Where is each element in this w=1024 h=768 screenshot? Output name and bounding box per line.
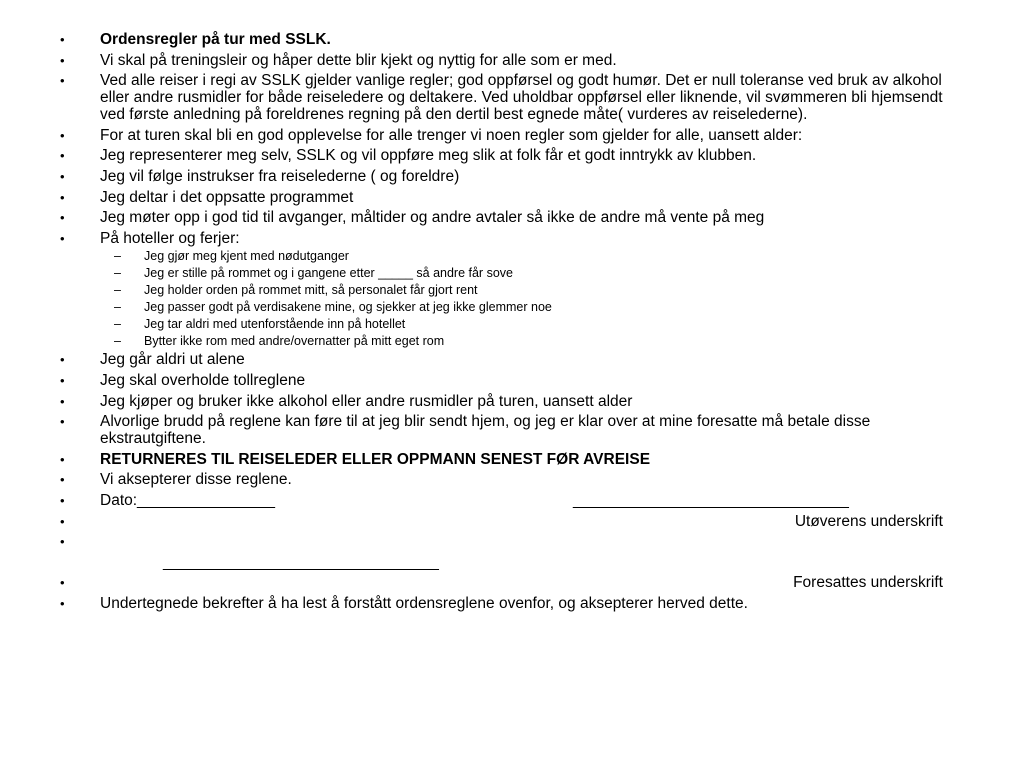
sublist-item-text: Jeg gjør meg kjent med nødutganger (144, 249, 349, 264)
sublist-item (0, 317, 1024, 331)
date-field[interactable]: Dato:________________ (100, 491, 275, 509)
date-signature-row (0, 492, 1024, 509)
bullet: • (60, 230, 65, 246)
list-item-text: Alvorlige brudd på reglene kan føre til at jeg blir sendt hjem, og jeg er klar over at mine foresatte må betale disse ekstrautgiftene. (100, 413, 871, 448)
dash: – (114, 300, 121, 315)
list-item-text: Jeg vil følge instrukser fra reiselederne ( og foreldre) (100, 167, 460, 185)
list-item (0, 413, 1024, 447)
parent-signature-label-row (0, 574, 1024, 591)
bullet: • (60, 32, 65, 47)
bullet: • (60, 189, 65, 205)
dash: – (114, 317, 121, 332)
list-item (0, 393, 1024, 410)
athlete-signature-line[interactable]: ________________________________ (573, 491, 849, 509)
sublist-item (0, 266, 1024, 280)
bullet: • (60, 595, 65, 611)
list-item (0, 209, 1024, 226)
list-item (0, 471, 1024, 488)
sublist-item (0, 300, 1024, 314)
list-item-text: Jeg representerer meg selv, SSLK og vil oppføre meg slik at folk får et godt inntrykk av klubben. (100, 147, 757, 165)
dash: – (114, 249, 121, 264)
dash: – (114, 334, 121, 349)
bullet: • (60, 127, 65, 143)
bullet: • (60, 575, 65, 591)
list-item-text: Jeg kjøper og bruker ikke alkohol eller andre rusmidler på turen, uansett alder (100, 392, 633, 410)
athlete-signature-label-row (0, 513, 1024, 530)
bullet: • (60, 372, 65, 388)
list-item-text: For at turen skal bli en god opplevelse for alle trenger vi noen regler som gjelder for alle, uansett alder: (100, 126, 803, 144)
list-item (0, 189, 1024, 206)
list-item-text: Jeg skal overholde tollreglene (100, 371, 306, 389)
list-item-text: Jeg deltar i det oppsatte programmet (100, 188, 354, 206)
dash: – (114, 283, 121, 298)
parent-signature-label: Foresattes underskrift (793, 574, 943, 592)
empty-list-item (0, 533, 1024, 550)
list-item-text: Ved alle reiser i regi av SSLK gjelder vanlige regler; god oppførsel og godt humør. Det er null toleranse ved bruk av alkohol eller andre rusmidler for både reiseledere og deltakere. Ved uholdbar oppførsel eller liknende, vil svømmeren bli hjemsendt ved første anledning på foreldrenes regning på den dertil best egnede måte( vurderes av reiselederne). (100, 72, 943, 124)
document-title: Ordensregler på tur med SSLK. (100, 31, 331, 48)
list-item-confirmation (0, 595, 1024, 612)
list-item (0, 372, 1024, 389)
list-item-text: Vi skal på treningsleir og håper dette blir kjekt og nyttig for alle som er med. (100, 51, 617, 69)
bullet: • (60, 513, 65, 529)
bullet: • (60, 534, 65, 550)
bullet: • (60, 352, 65, 368)
sublist-item (0, 249, 1024, 263)
return-notice: RETURNERES TIL REISELEDER ELLER OPPMANN SENEST FØR AVREISE (100, 450, 651, 468)
bullet: • (60, 492, 65, 508)
athlete-signature-label: Utøverens underskrift (794, 512, 943, 530)
sublist-item-text: Jeg holder orden på rommet mitt, så personalet får gjort rent (144, 283, 478, 298)
bullet: • (60, 73, 65, 89)
sublist-item (0, 283, 1024, 297)
list-item-title (0, 31, 1024, 48)
sublist-item-text: Jeg er stille på rommet og i gangene etter _____ så andre får sove (144, 266, 513, 281)
bullet: • (60, 168, 65, 184)
list-item-text: Vi aksepterer disse reglene. (100, 471, 292, 489)
rules-document (0, 31, 1024, 615)
list-item (0, 168, 1024, 185)
list-item (0, 52, 1024, 69)
bullet: • (60, 472, 65, 488)
bullet: • (60, 148, 65, 164)
list-item (0, 351, 1024, 368)
list-item (0, 127, 1024, 144)
parent-signature-line[interactable]: ________________________________ (163, 553, 439, 571)
sublist-item-text: Jeg passer godt på verdisakene mine, og sjekker at jeg ikke glemmer noe (144, 300, 552, 315)
bullet: • (60, 210, 65, 226)
list-item (0, 147, 1024, 164)
sublist-item (0, 334, 1024, 348)
list-item-text: På hoteller og ferjer: (100, 229, 240, 247)
sublist-item-text: Jeg tar aldri med utenforstående inn på hotellet (144, 317, 406, 332)
list-item-return-notice (0, 451, 1024, 468)
list-item-text: Jeg møter opp i god tid til avganger, måltider og andre avtaler så ikke de andre må vente på meg (100, 209, 765, 227)
list-item-text: Jeg går aldri ut alene (100, 351, 245, 369)
bullet: • (60, 52, 65, 68)
list-item (0, 72, 1024, 123)
bullet: • (60, 451, 65, 467)
list-item (0, 230, 1024, 247)
hotel-rules-sublist (0, 249, 1024, 348)
sublist-item-text: Bytter ikke rom med andre/overnatter på mitt eget rom (144, 334, 445, 349)
bullet: • (60, 414, 65, 430)
dash: – (114, 266, 121, 281)
bullet: • (60, 393, 65, 409)
confirmation-text: Undertegnede bekrefter å ha lest å forstått ordensreglene ovenfor, og aksepterer herved dette. (100, 594, 748, 612)
